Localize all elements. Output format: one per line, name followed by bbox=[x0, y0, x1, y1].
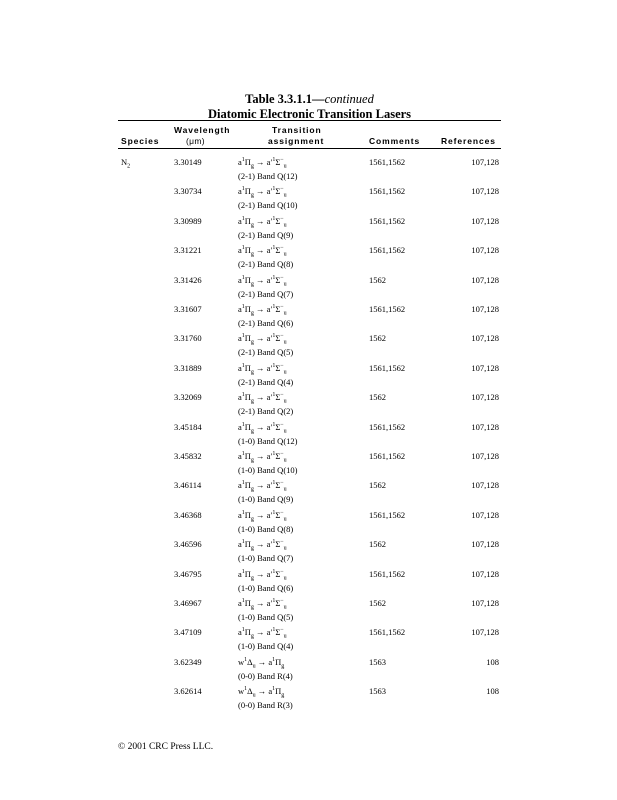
transition-cell: $a^1\Pi_g \to a'^1\Sigma^-_u$ bbox=[238, 480, 287, 494]
references-cell: 107,128 bbox=[471, 421, 499, 432]
header-assignment: assignment bbox=[268, 136, 325, 146]
band-cell: (1-0) Band Q(5) bbox=[238, 612, 294, 622]
wavelength-cell: 3.46114 bbox=[174, 480, 202, 491]
comments-cell: 1561,1562 bbox=[369, 186, 406, 197]
top-rule bbox=[118, 120, 501, 121]
comments-cell: 1562 bbox=[369, 274, 386, 285]
wavelength-cell: 3.46368 bbox=[174, 509, 202, 520]
band-cell: (1-0) Band Q(4) bbox=[238, 641, 294, 652]
header-wavelength: Wavelength bbox=[174, 125, 231, 135]
comments-cell: 1563 bbox=[369, 686, 386, 697]
header-references: References bbox=[441, 136, 496, 146]
transition-cell: $a^1\Pi_g \to a'^1\Sigma^-_u$ bbox=[238, 392, 287, 405]
band-cell: (2-1) Band Q(10) bbox=[238, 200, 298, 211]
transition-cell: $a^1\Pi_g \to a'^1\Sigma^-_u$ bbox=[238, 539, 287, 552]
wavelength-cell: 3.30149 bbox=[174, 157, 202, 167]
comments-cell: 1562 bbox=[369, 598, 386, 608]
comments-cell: 1561,1562 bbox=[369, 157, 406, 167]
references-cell: 107,128 bbox=[471, 451, 499, 461]
comments-cell: 1562 bbox=[369, 392, 386, 403]
band-cell: (1-0) Band Q(7) bbox=[238, 553, 294, 564]
band-cell: (0-0) Band R(3) bbox=[238, 700, 293, 711]
band-cell: (1-0) Band Q(6) bbox=[238, 582, 294, 593]
transition-cell: $a^1\Pi_g \to a'^1\Sigma^-_u$ bbox=[238, 598, 287, 611]
band-cell: (1-0) Band Q(12) bbox=[238, 435, 298, 446]
references-cell: 107,128 bbox=[471, 362, 499, 373]
comments-cell: 1561,1562 bbox=[369, 215, 406, 226]
band-cell: (1-0) Band Q(9) bbox=[238, 494, 294, 505]
wavelength-cell: 3.46596 bbox=[174, 539, 202, 550]
references-cell: 108 bbox=[486, 656, 499, 667]
wavelength-cell: 3.31426 bbox=[174, 274, 202, 285]
wavelength-cell: 3.31760 bbox=[174, 333, 202, 344]
wavelength-cell: 3.31889 bbox=[174, 362, 202, 373]
table-subtitle: Diatomic Electronic Transition Lasers bbox=[207, 107, 412, 121]
table-title bbox=[118, 92, 501, 107]
transition-cell: $a^1\Pi_g \to a'^1\Sigma^-_u$ bbox=[238, 451, 287, 464]
band-cell: (1-0) Band Q(8) bbox=[238, 523, 294, 534]
references-cell: 107,128 bbox=[471, 245, 499, 256]
transition-cell: $a^1\Pi_g \to a'^1\Sigma^-_u$ bbox=[238, 186, 287, 200]
band-cell: (2-1) Band Q(6) bbox=[238, 318, 294, 328]
table-title-continued: continued bbox=[324, 92, 374, 106]
transition-cell: $a^1\Pi_g \to a'^1\Sigma^-_u$ bbox=[238, 568, 287, 582]
comments-cell: 1561,1562 bbox=[369, 421, 406, 432]
transition-cell: $a^1\Pi_g \to a'^1\Sigma^-_u$ bbox=[238, 304, 287, 317]
wavelength-cell: 3.31221 bbox=[174, 245, 202, 256]
comments-cell: 1562 bbox=[369, 539, 386, 550]
table-title-main: Table 3.3.1.1— bbox=[245, 92, 325, 106]
references-cell: 107,128 bbox=[471, 627, 499, 638]
band-cell: (0-0) Band R(4) bbox=[238, 670, 293, 681]
band-cell: (2-1) Band Q(4) bbox=[238, 376, 294, 387]
references-cell: 107,128 bbox=[471, 509, 499, 520]
transition-cell: $a^1\Pi_g \to a'^1\Sigma^-_u$ bbox=[238, 362, 287, 376]
comments-cell: 1561,1562 bbox=[369, 304, 406, 314]
transition-cell: $w^1\Delta_u \to a^1\Pi_g$ bbox=[238, 656, 285, 670]
band-cell: (1-0) Band Q(10) bbox=[238, 465, 298, 475]
transition-cell: $a^1\Pi_g \to a'^1\Sigma^-_u$ bbox=[238, 245, 287, 258]
transition-cell: $a^1\Pi_g \to a'^1\Sigma^-_u$ bbox=[238, 274, 287, 288]
comments-cell: 1561,1562 bbox=[369, 245, 406, 256]
references-cell: 107,128 bbox=[471, 480, 499, 491]
band-cell: (2-1) Band Q(7) bbox=[238, 288, 294, 299]
comments-cell: 1561,1562 bbox=[369, 362, 406, 373]
wavelength-cell: 3.45832 bbox=[174, 451, 202, 461]
comments-cell: 1562 bbox=[369, 480, 386, 491]
transition-cell: $a^1\Pi_g \to a'^1\Sigma^-_u$ bbox=[238, 157, 287, 170]
references-cell: 107,128 bbox=[471, 274, 499, 285]
transition-cell: $a^1\Pi_g \to a'^1\Sigma^-_u$ bbox=[238, 333, 287, 347]
wavelength-cell: 3.62349 bbox=[174, 656, 202, 667]
band-cell: (2-1) Band Q(2) bbox=[238, 406, 294, 417]
species-label: $N_2$ bbox=[121, 157, 131, 170]
band-cell: (2-1) Band Q(5) bbox=[238, 347, 294, 358]
header-transition: Transition bbox=[272, 125, 322, 135]
wavelength-cell: 3.47109 bbox=[174, 627, 202, 638]
references-cell: 107,128 bbox=[471, 215, 499, 226]
wavelength-cell: 3.30734 bbox=[174, 186, 202, 197]
references-cell: 107,128 bbox=[471, 186, 499, 197]
comments-cell: 1563 bbox=[369, 656, 386, 667]
references-cell: 107,128 bbox=[471, 392, 499, 403]
copyright-footer: © 2001 CRC Press LLC. bbox=[118, 742, 214, 752]
transition-cell: $w^1\Delta_u \to a^1\Pi_g$ bbox=[238, 686, 285, 699]
references-cell: 107,128 bbox=[471, 304, 499, 314]
transition-cell: $a^1\Pi_g \to a'^1\Sigma^-_u$ bbox=[238, 215, 287, 229]
header-comments: Comments bbox=[369, 136, 421, 146]
transition-cell: $a^1\Pi_g \to a'^1\Sigma^-_u$ bbox=[238, 421, 287, 435]
comments-cell: 1562 bbox=[369, 333, 386, 344]
header-wavelength-unit: (μm) bbox=[186, 136, 205, 146]
header-rule bbox=[118, 148, 501, 149]
comments-cell: 1561,1562 bbox=[369, 627, 406, 638]
header-species: Species bbox=[121, 136, 160, 146]
comments-cell: 1561,1562 bbox=[369, 451, 406, 461]
references-cell: 107,128 bbox=[471, 157, 499, 167]
wavelength-cell: 3.46795 bbox=[174, 568, 202, 579]
band-cell: (2-1) Band Q(8) bbox=[238, 259, 294, 270]
references-cell: 107,128 bbox=[471, 539, 499, 550]
comments-cell: 1561,1562 bbox=[369, 568, 406, 579]
references-cell: 107,128 bbox=[471, 598, 499, 608]
references-cell: 108 bbox=[486, 686, 499, 697]
wavelength-cell: 3.46967 bbox=[174, 598, 202, 608]
references-cell: 107,128 bbox=[471, 568, 499, 579]
wavelength-cell: 3.30989 bbox=[174, 215, 202, 226]
wavelength-cell: 3.32069 bbox=[174, 392, 202, 403]
wavelength-cell: 3.62614 bbox=[174, 686, 202, 697]
comments-cell: 1561,1562 bbox=[369, 509, 406, 520]
references-cell: 107,128 bbox=[471, 333, 499, 344]
transition-cell: $a^1\Pi_g \to a'^1\Sigma^-_u$ bbox=[238, 627, 287, 641]
wavelength-cell: 3.31607 bbox=[174, 304, 202, 314]
transition-cell: $a^1\Pi_g \to a'^1\Sigma^-_u$ bbox=[238, 509, 287, 523]
wavelength-cell: 3.45184 bbox=[174, 421, 202, 432]
band-cell: (2-1) Band Q(12) bbox=[238, 171, 298, 181]
band-cell: (2-1) Band Q(9) bbox=[238, 229, 294, 240]
